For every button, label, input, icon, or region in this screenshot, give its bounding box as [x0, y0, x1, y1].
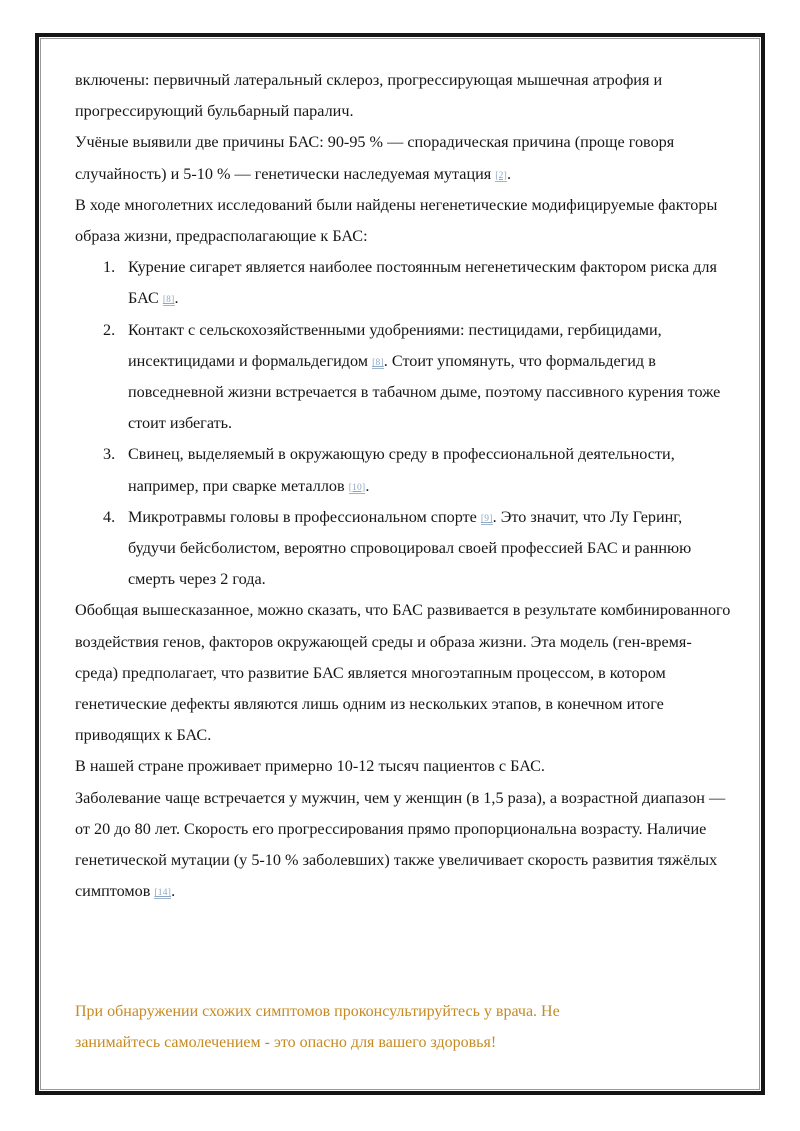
list-item-text-before: Курение сигарет является наиболее постоянным негенетическим фактором риска для БАС [128, 258, 717, 308]
document-body [75, 65, 733, 907]
paragraph-causes-period: . [506, 164, 512, 183]
citation-link-10[interactable]: [10] [348, 482, 366, 493]
list-item [75, 502, 733, 596]
paragraph-causes-text: Учёные выявили две причины БАС: 90-95 % — спорадическая причина (проще говоря случайность) и 5-10 % — генетически наследуемая мутация [75, 133, 675, 183]
paragraph-lifestyle-intro: В ходе многолетних исследований были найдены негенетические модифицируемые факторы образа жизни, предрасполагающие к БАС: [75, 195, 718, 246]
list-item [75, 315, 733, 440]
list-item-text-after: . [174, 289, 179, 308]
list-item [75, 252, 733, 314]
paragraph-prevalence: В нашей стране проживает примерно 10-12 тысяч пациентов с БАС. [75, 757, 545, 776]
list-item-text-before: Микротравмы головы в профессиональном спорте [128, 507, 481, 526]
paragraph-intro: включены: первичный латеральный склероз, прогрессирующая мышечная атрофия и прогрессирующий бульбарный паралич. [75, 71, 663, 121]
list-item [75, 439, 733, 501]
citation-link-8[interactable]: [8] [162, 295, 175, 306]
paragraph-demographics [75, 783, 733, 908]
list-item-text-after: . [365, 476, 370, 495]
medical-disclaimer [75, 996, 733, 1058]
list-item-text-after: . Это значит, что Лу Геринг, будучи бейсболистом, вероятно спровоцировал своей профессией БАС и раннюю смерть через 2 года. [128, 507, 692, 589]
list-item-text-before: Свинец, выделяемый в окружающую среду в профессиональной деятельности, например, при сварке металлов [128, 445, 675, 495]
citation-link-14[interactable]: [14] [154, 888, 172, 899]
paragraph-demographics-period: . [171, 882, 176, 901]
medical-disclaimer-line-1: При обнаружении схожих симптомов проконсультируйтесь у врача. Не [75, 1003, 560, 1020]
risk-factor-list [75, 252, 733, 595]
list-item-text-after: . Стоит упомянуть, что формальдегид в повседневной жизни встречается в табачном дыме, поэтому пассивного курения тоже стоит избегать. [128, 351, 721, 433]
document-page-frame [35, 33, 765, 1095]
paragraph-summary: Обобщая вышесказанное, можно сказать, что БАС развивается в результате комбинированного воздействия генов, факторов окружающей среды и образа жизни. Эта модель (ген-время-среда) предполагает, что развитие БАС является многоэтапным процессом, в котором генетические дефекты являются лишь одним из нескольких этапов, в конечном итоге приводящих к БАС. [75, 601, 731, 745]
medical-disclaimer-line-2: занимайтесь самолечением - это опасно для вашего здоровья! [75, 1034, 497, 1052]
list-item-text-before: Контакт с сельскохозяйственными удобрениями: пестицидами, гербицидами, инсектицидами и формальдегидом [128, 320, 662, 370]
citation-link-9[interactable]: [9] [480, 513, 493, 524]
citation-link-8[interactable]: [8] [372, 357, 384, 368]
paragraph-demographics-text: Заболевание чаще встречается у мужчин, чем у женщин (в 1,5 раза), а возрастной диапазон — от 20 до 80 лет. Скорость его прогрессирования прямо пропорциональна возрасту. Наличие генетической мутации (у 5-10 % заболевших) также увеличивает скорость развития тяжёлых симптомов [75, 788, 726, 901]
paragraph-causes [75, 127, 733, 189]
citation-link-2[interactable]: [2] [495, 170, 507, 181]
